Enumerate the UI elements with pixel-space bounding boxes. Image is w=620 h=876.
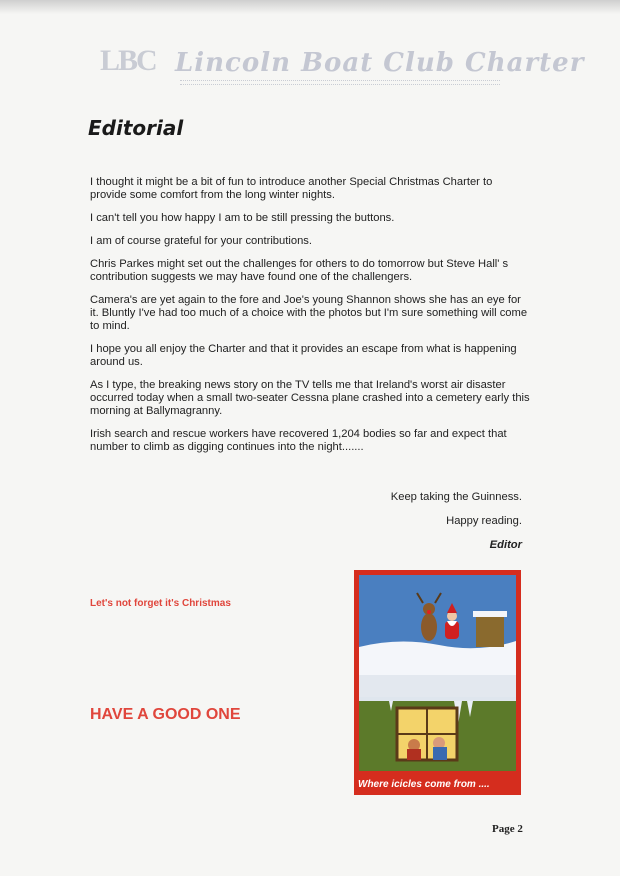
- paragraph: Irish search and rescue workers have recovered 1,204 bodies so far and expect that number to climb as digging continues into the night.......: [90, 428, 507, 453]
- christmas-note: Let's not forget it's Christmas: [90, 598, 231, 609]
- page-number: Page 2: [492, 823, 523, 835]
- christmas-cartoon: [354, 570, 521, 795]
- masthead: [100, 42, 585, 90]
- paragraph: As I type, the breaking news story on the TV tells me that Ireland's worst air disaster occurred today when a small two-seater Cessna plane crashed into a cemetery early this morning at Ballymagranny.: [90, 379, 530, 417]
- masthead-title: Lincoln Boat Club Charter: [175, 48, 585, 78]
- paragraph: I can't tell you how happy I am to be still pressing the buttons.: [90, 212, 395, 224]
- editorial-heading: Editorial: [88, 116, 184, 140]
- editorial-body: [90, 176, 530, 464]
- signoff-line: Keep taking the Guinness.: [390, 491, 522, 503]
- signoff-line: Happy reading.: [446, 515, 522, 527]
- paragraph: Camera's are yet again to the fore and Joe's young Shannon shows she has an eye for it. Bluntly I've had too much of a choice with the photos but I'm sure something will come to mind.: [90, 294, 528, 332]
- signoff-block: [391, 491, 522, 563]
- scan-shadow: [0, 0, 620, 14]
- paragraph: I hope you all enjoy the Charter and that it provides an escape from what is happening around us.: [90, 343, 517, 368]
- club-logo: LBC: [100, 44, 156, 77]
- editor-signature: Editor: [489, 539, 522, 551]
- have-a-good-one: HAVE A GOOD ONE: [90, 706, 241, 723]
- cartoon-caption: Where icicles come from ....: [358, 779, 490, 790]
- paragraph: Chris Parkes might set out the challenges for others to do tomorrow but Steve Hall' s contribution suggests we may have found one of the challengers.: [90, 258, 509, 283]
- paragraph: I thought it might be a bit of fun to introduce another Special Christmas Charter to provide some comfort from the long winter nights.: [90, 176, 493, 201]
- masthead-rule: [180, 80, 500, 85]
- cartoon-illustration: [359, 575, 516, 771]
- paragraph: I am of course grateful for your contributions.: [90, 235, 312, 247]
